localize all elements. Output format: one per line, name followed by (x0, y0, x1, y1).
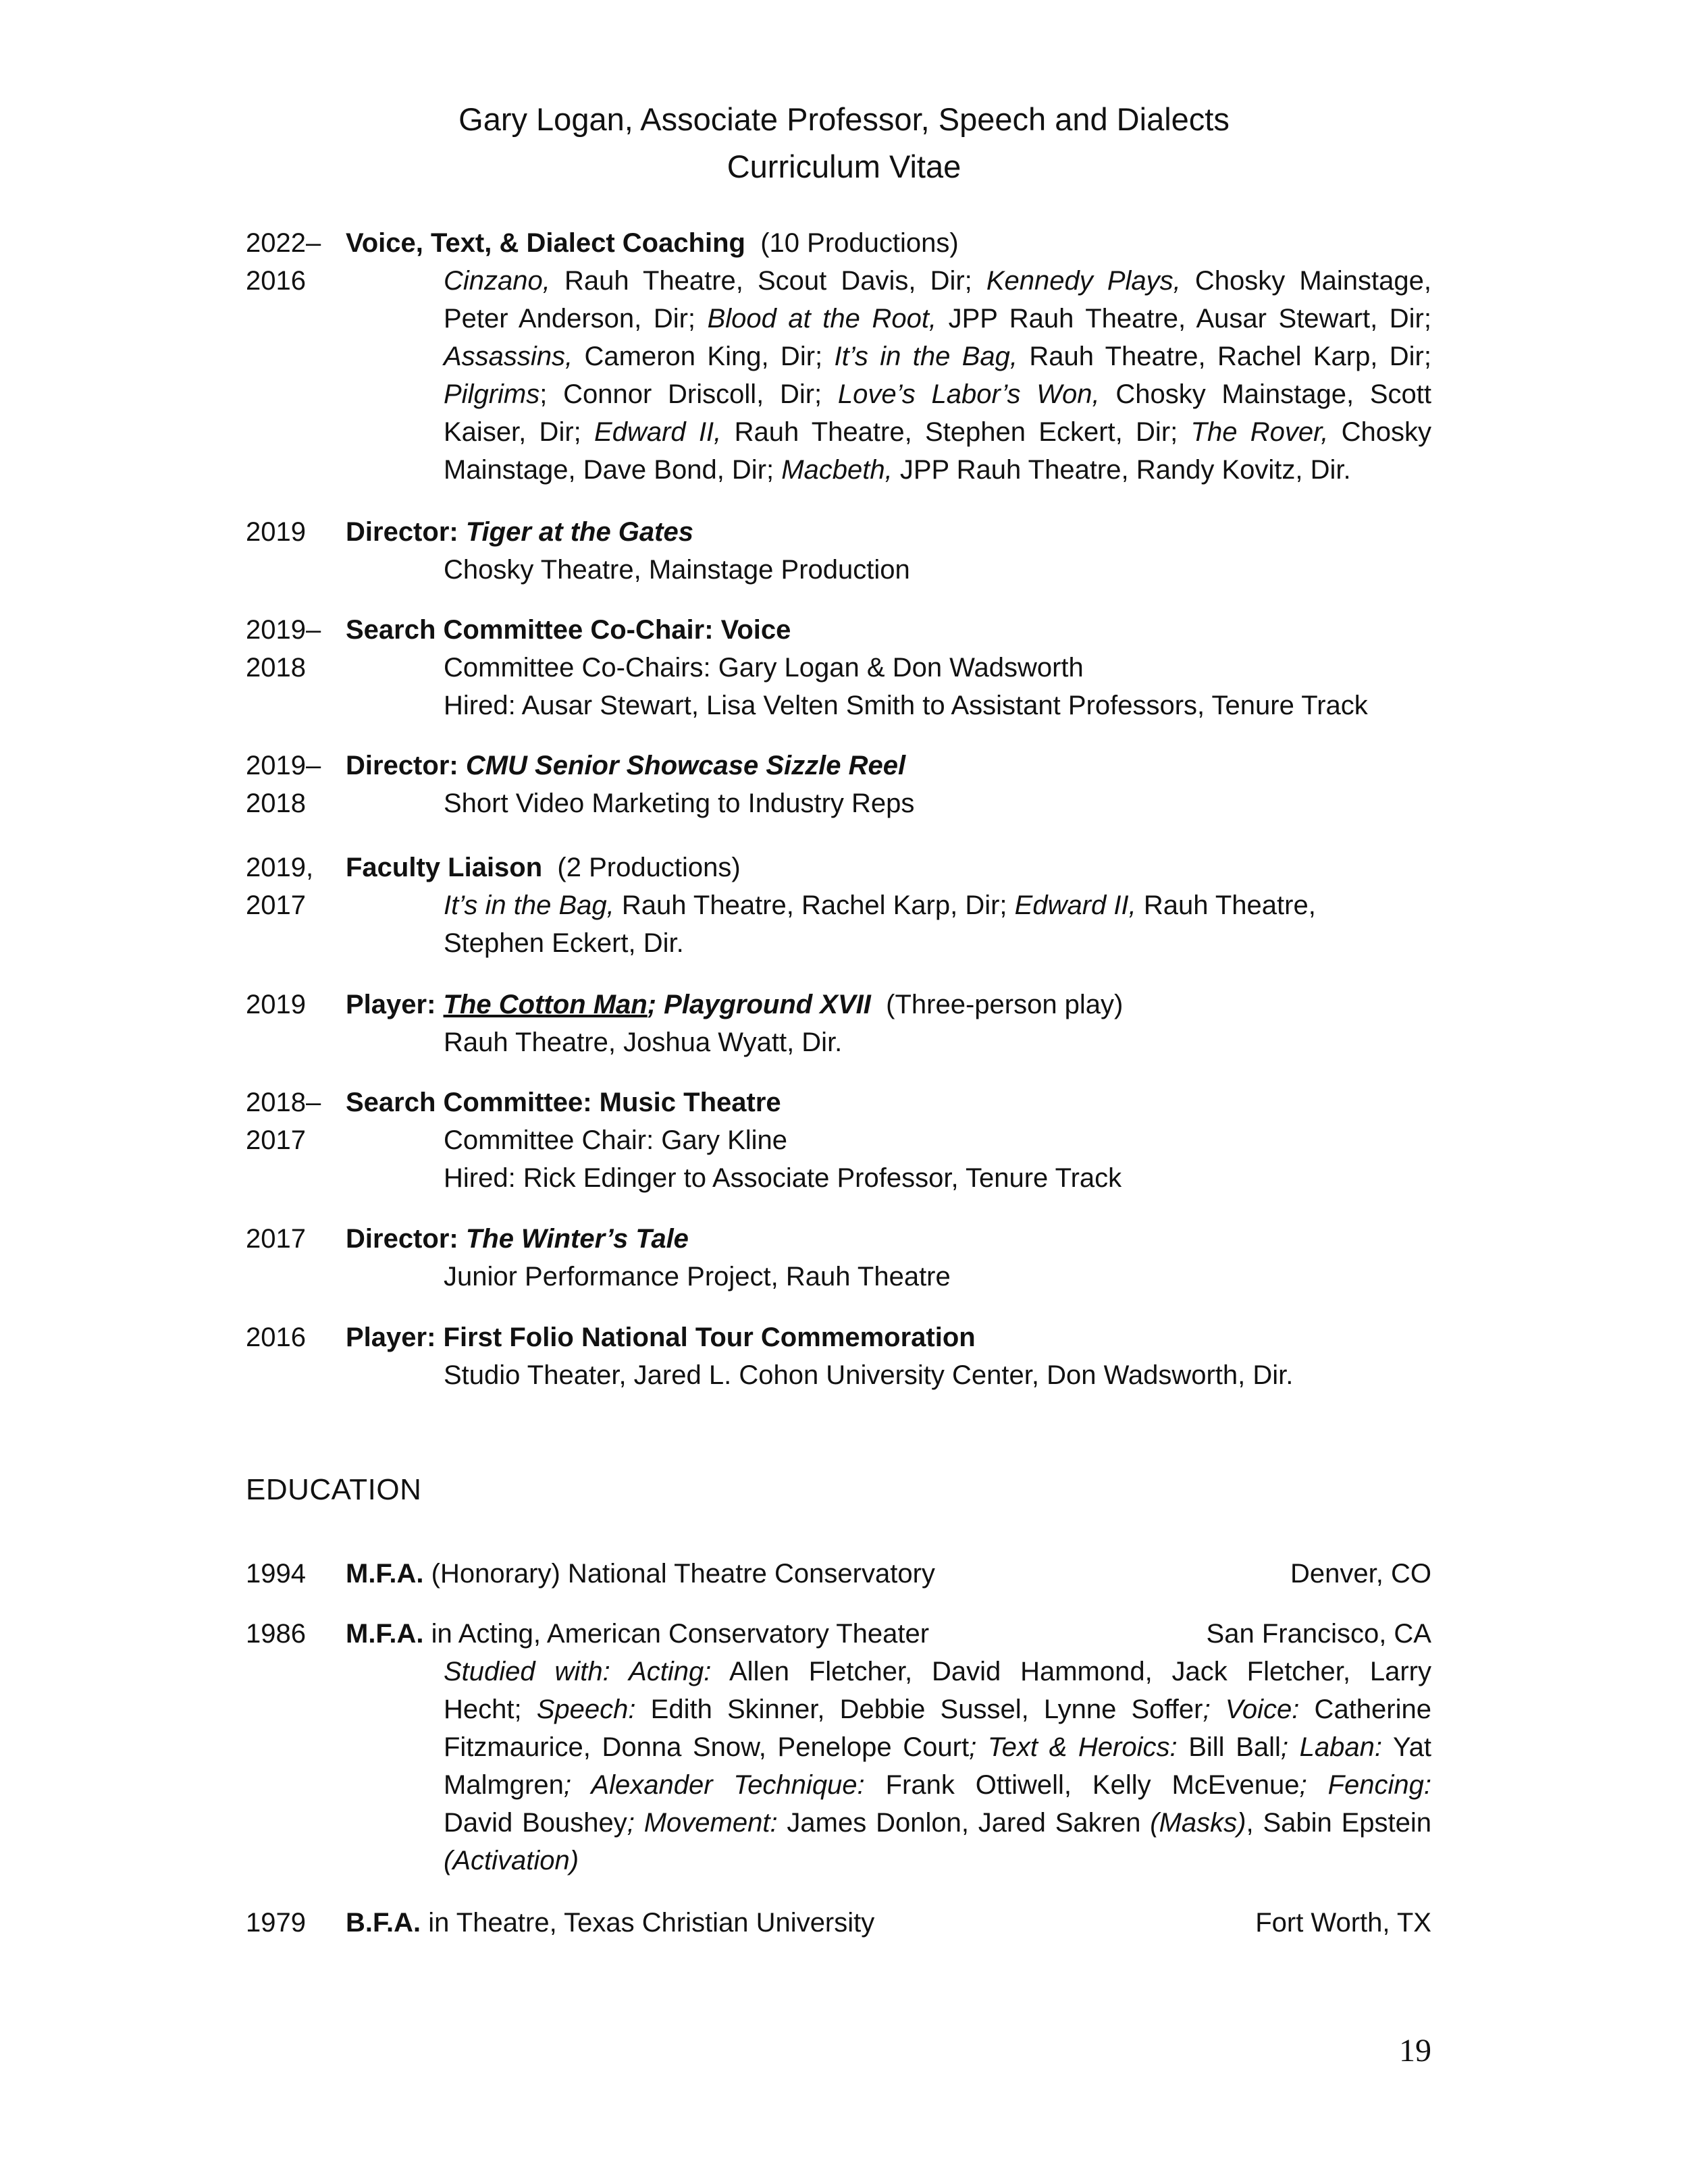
entry-winters-tale: 2017 Director: The Winter’s Tale Junior Performance Project, Rauh Theatre (246, 1220, 1431, 1301)
entry-body: Cinzano, Rauh Theatre, Scout Davis, Dir; Kennedy Plays, Chosky Mainstage, Peter Anderson, Dir; Blood at the Root, JPP Rauh Theatre, Ausar Stewart, Dir; Assassins, Cameron King, Dir; It’s in the Bag, Rauh Theatre, Rachel Karp, Dir; Pilgrims; Connor Driscoll, Dir; Love’s Labor’s Won, Chosky Mainstage, Scott Kaiser, Dir; Edward II, Rauh Theatre, Stephen Eckert, Dir; The Rover, Chosky Mainstage, Dave Bond, Dir; Macbeth, JPP Rauh Theatre, Randy Kovitz, Dir. (444, 266, 1431, 485)
entry-coaching (246, 224, 1431, 494)
edu-mfa-acting: 1986 M.F.A. in Acting, American Conservatory Theater San Francisco, CA Studied with: Acting: Allen Fletcher, David Hammond, Jack Fletcher, Larry Hecht; Speech: Edith Skinner, Debbie Sussel, Lynne Soffer; Voice: Catherine Fitzmaurice, Donna Snow, Penelope Court; Text & Heroics: Bill Ball; Laban: Yat Malmgren; Alexander Technique: Frank Ottiwell, Kelly McEvenue; Fencing: David Boushey; Movement: James Donlon, Jared Sakren (Masks), Sabin Epstein (Activation) (246, 1615, 1431, 1885)
entry-heading: Voice, Text, & Dialect Coaching (10 Productions) (346, 228, 959, 258)
entry-heading: Director: Tiger at the Gates (346, 517, 693, 547)
edu-mfa-honorary: 1994 M.F.A. (Honorary) National Theatre Conservatory Denver, CO (246, 1555, 1431, 1595)
location: San Francisco, CA (1206, 1619, 1431, 1649)
entry-heading: Director: The Winter’s Tale (346, 1224, 689, 1254)
edu-bfa: 1979 B.F.A. in Theatre, Texas Christian University Fort Worth, TX (246, 1904, 1431, 1944)
page-header (0, 96, 1688, 190)
entry-first-folio: 2016 Player: First Folio National Tour Commemoration Studio Theater, Jared L. Cohon University Center, Don Wadsworth, Dir. (246, 1319, 1431, 1400)
entry-liaison: 2019, 2017 Faculty Liaison (2 Productions) It’s in the Bag, Rauh Theatre, Rachel Karp, Dir; Edward II, Rauh Theatre, Stephen Eckert, Dir. (246, 849, 1431, 963)
entry-tiger: 2019 Director: Tiger at the Gates Chosky Theatre, Mainstage Production (246, 513, 1431, 594)
location: Denver, CO (1290, 1559, 1431, 1589)
entry-search-voice: 2019– 2018 Search Committee Co-Chair: Voice Committee Co-Chairs: Gary Logan & Don Wadsworth Hired: Ausar Stewart, Lisa Velten Smith to Assistant Professors, Tenure Track (246, 611, 1431, 726)
page-number: 19 (1399, 2033, 1431, 2069)
entry-search-music: 2018– 2017 Search Committee: Music Theatre Committee Chair: Gary Kline Hired: Rick Edinger to Associate Professor, Tenure Track (246, 1084, 1431, 1198)
entry-heading: Player: First Folio National Tour Commemoration (346, 1323, 976, 1352)
entry-heading: Director: CMU Senior Showcase Sizzle Reel (346, 751, 906, 780)
entry-showcase: 2019– 2018 Director: CMU Senior Showcase Sizzle Reel Short Video Marketing to Industry Reps (246, 747, 1431, 828)
entry-heading: Search Committee Co-Chair: Voice (346, 615, 791, 645)
location: Fort Worth, TX (1255, 1908, 1431, 1938)
page-title: Gary Logan, Associate Professor, Speech and Dialects (458, 101, 1230, 137)
entry-heading: Player: The Cotton Man; Playground XVII (Three-person play) (346, 990, 1124, 1019)
entry-heading: Search Committee: Music Theatre (346, 1088, 781, 1117)
entry-heading: Faculty Liaison (2 Productions) (346, 853, 741, 882)
entry-cotton-man: 2019 Player: The Cotton Man; Playground XVII (Three-person play) Rauh Theatre, Joshua Wyatt, Dir. (246, 986, 1431, 1067)
education-heading: EDUCATION (246, 1473, 422, 1506)
entry-years: 2022– 2016 (246, 228, 321, 296)
page-subtitle: Curriculum Vitae (727, 149, 961, 184)
